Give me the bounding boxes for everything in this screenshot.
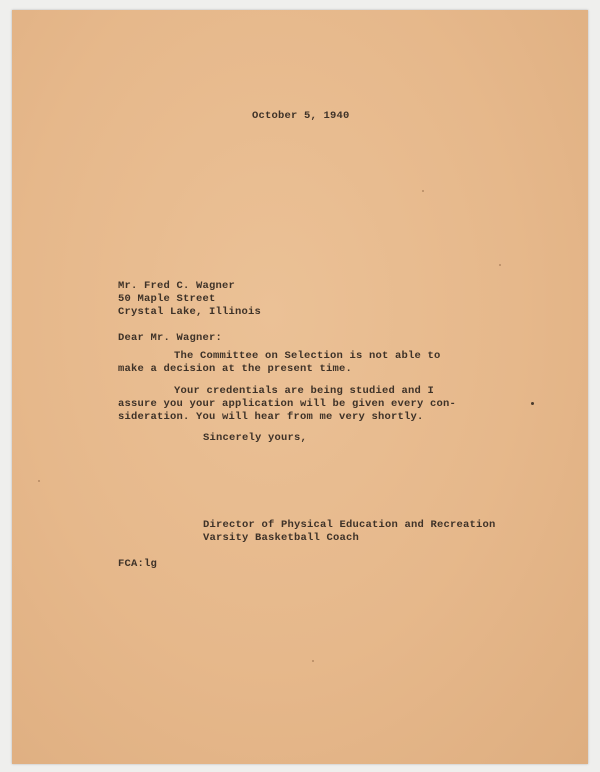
paragraph2-line2: assure you your application will be given every con- (118, 398, 457, 410)
paper-speck (422, 190, 424, 192)
letter-date: October 5, 1940 (252, 110, 350, 122)
paper-speck (38, 480, 40, 482)
reference-initials: FCA:lg (118, 558, 158, 570)
recipient-city: Crystal Lake, Illinois (118, 306, 262, 318)
signature-title1: Director of Physical Education and Recreation (203, 519, 496, 531)
paper-speck (499, 264, 501, 266)
closing: Sincerely yours, (203, 432, 308, 444)
salutation: Dear Mr. Wagner: (118, 332, 223, 344)
paper-speck (531, 402, 534, 405)
recipient-street: 50 Maple Street (118, 293, 216, 305)
letter-sheet (12, 10, 588, 764)
paragraph1-line2: make a decision at the present time. (118, 363, 353, 375)
signature-title2: Varsity Basketball Coach (203, 532, 360, 544)
paragraph2-line3: sideration. You will hear from me very shortly. (118, 411, 424, 423)
paragraph2-line1: Your credentials are being studied and I (174, 385, 435, 397)
paper-speck (312, 660, 314, 662)
paragraph1-line1: The Committee on Selection is not able to (174, 350, 441, 362)
recipient-name: Mr. Fred C. Wagner (118, 280, 236, 292)
